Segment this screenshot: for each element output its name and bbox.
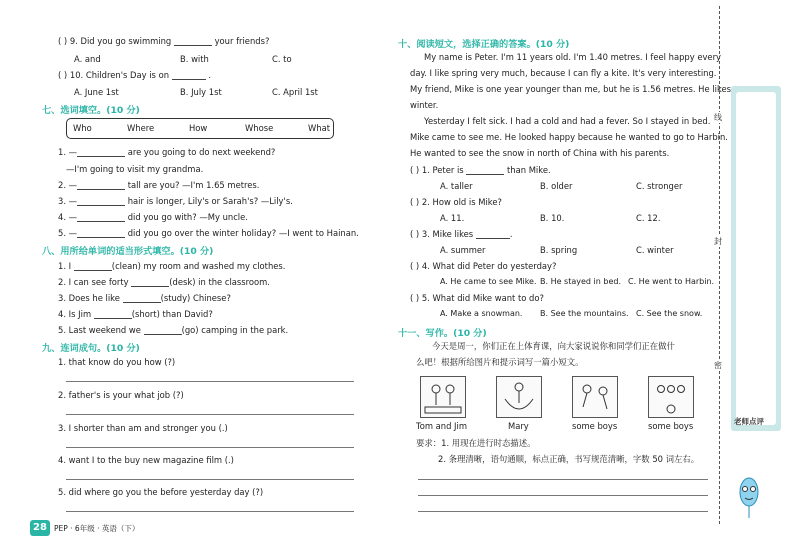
mascot-icon (734, 472, 764, 522)
writing-line[interactable] (418, 495, 708, 496)
sec8-item-1: 1. I (clean) my room and washed my clothes. (58, 261, 286, 271)
sec9-item-1: 1. that know do you how (?) (58, 357, 176, 367)
q10-option-c[interactable]: C. April 1st (272, 87, 318, 97)
q9-option-c[interactable]: C. to (272, 54, 292, 64)
caption-4: some boys (648, 421, 694, 431)
rq1: ( ) 1. Peter is than Mike. (410, 165, 551, 175)
rq5-option-c[interactable]: C. See the snow. (636, 309, 703, 318)
passage-line-5: Yesterday I felt sick. I had a cold and had a fever. So I stayed in bed. (424, 116, 711, 126)
rq2-option-c[interactable]: C. 12. (636, 213, 661, 223)
writing-requirement-2: 2. 条理清晰，语句通顺，标点正确，书写规范清晰，字数 50 词左右。 (438, 454, 700, 464)
q10: ( ) 10. Children's Day is on . (58, 70, 212, 80)
caption-2: Mary (508, 421, 529, 431)
rq1-option-a[interactable]: A. taller (440, 181, 473, 191)
answer-paren: ( ) (58, 70, 68, 80)
rq4-option-a[interactable]: A. He came to see Mike. (440, 277, 537, 286)
section-7-title: 七、选词填空。(10 分) (42, 105, 140, 116)
rq1-option-b[interactable]: B. older (540, 181, 573, 191)
word-bank (66, 118, 334, 139)
sec7-item-1-reply: —I'm going to visit my grandma. (66, 164, 204, 174)
blank[interactable] (172, 70, 206, 80)
q10-option-b[interactable]: B. July 1st (180, 87, 222, 97)
sec8-item-2: 2. I can see forty (desk) in the classroom. (58, 277, 270, 287)
picture-tom-and-jim (420, 376, 466, 418)
passage-line-1: My name is Peter. I'm 11 years old. I'm 1.40 metres. I feel happy every (424, 52, 721, 62)
caption-1: Tom and Jim (416, 421, 468, 431)
passage-line-7: He wanted to see the snow in north of China with his parents. (410, 148, 670, 158)
q9: ( ) 9. Did you go swimming your friends? (58, 36, 270, 46)
sec7-item-2: 2. — tall are you? —I'm 1.65 metres. (58, 180, 260, 190)
section-8-title: 八、用所给单词的适当形式填空。(10 分) (42, 246, 214, 257)
word-who: Who (73, 123, 92, 133)
rq1-option-c[interactable]: C. stronger (636, 181, 683, 191)
section-9-title: 九、连词成句。(10 分) (42, 343, 140, 354)
cut-line (719, 6, 720, 524)
rq3-option-a[interactable]: A. summer (440, 245, 486, 255)
sec9-item-5: 5. did where go you the before yesterday day (?) (58, 487, 264, 497)
passage-line-3: My friend, Mike is one year younger than me, but he is 1.56 metres. He likes (410, 84, 732, 94)
rq4: ( ) 4. What did Peter do yesterday? (410, 261, 557, 271)
rq5: ( ) 5. What did Mike want to do? (410, 293, 544, 303)
rq3: ( ) 3. Mike likes . (410, 229, 513, 239)
caption-3: some boys (572, 421, 618, 431)
answer-line[interactable] (66, 381, 354, 382)
rq2-option-b[interactable]: B. 10. (540, 213, 565, 223)
writing-requirement-1: 要求：1. 用现在进行时态描述。 (416, 438, 536, 448)
passage-line-2: day. I like spring very much, because I can fly a kite. It's very interesting. (410, 68, 717, 78)
rq3-option-b[interactable]: B. spring (540, 245, 578, 255)
football-icon (649, 377, 693, 417)
sec8-item-4: 4. Is Jim (short) than David? (58, 309, 213, 319)
cut-mark-3: 密 (714, 361, 722, 370)
sec9-item-2: 2. father's is your what job (?) (58, 390, 184, 400)
picture-some-boys-1 (572, 376, 618, 418)
sec7-item-5: 5. — did you go over the winter holiday? —I went to Hainan. (58, 228, 359, 238)
teacher-comment-area[interactable] (736, 92, 776, 425)
writing-intro-2: 么吧！根据所给图片和提示词写一篇小短文。 (416, 357, 584, 367)
passage-line-4: winter. (410, 100, 439, 110)
blank[interactable] (174, 36, 212, 46)
q10-option-a[interactable]: A. June 1st (74, 87, 119, 97)
picture-mary (496, 376, 542, 418)
rq2-option-a[interactable]: A. 11. (440, 213, 465, 223)
sec9-item-3: 3. I shorter than am and stronger you (.) (58, 423, 228, 433)
rq5-option-a[interactable]: A. Make a snowman. (440, 309, 523, 318)
cut-mark-2: 封 (714, 237, 722, 246)
sec8-item-3: 3. Does he like (study) Chinese? (58, 293, 231, 303)
picture-some-boys-2 (648, 376, 694, 418)
writing-intro-1: 今天是周一，你们正在上体育课，向大家说说你和同学们正在做什 (432, 341, 675, 351)
q9-option-b[interactable]: B. with (180, 54, 209, 64)
passage-line-6: Mike came to see me. He looked happy because he wanted to go to Harbin. (410, 132, 728, 142)
answer-line[interactable] (66, 447, 354, 448)
rq4-option-b[interactable]: B. He stayed in bed. (540, 277, 621, 286)
sec7-item-4: 4. — did you go with? —My uncle. (58, 212, 248, 222)
answer-line[interactable] (66, 511, 354, 512)
rq3-option-c[interactable]: C. winter (636, 245, 674, 255)
teacher-comment-panel (731, 86, 781, 431)
answer-line[interactable] (66, 479, 354, 480)
page-number: 28 (30, 520, 50, 536)
cut-mark-1: 线 (714, 113, 722, 122)
jump-rope-icon (497, 377, 541, 417)
word-where: Where (127, 123, 155, 133)
teacher-comment-label: 老师点评 (734, 417, 764, 426)
sec8-item-5: 5. Last weekend we (go) camping in the park. (58, 325, 289, 335)
writing-line[interactable] (418, 511, 708, 512)
rq2: ( ) 2. How old is Mike? (410, 197, 502, 207)
footer-label: PEP · 6年级 · 英语（下） (54, 524, 140, 533)
writing-line[interactable] (418, 479, 708, 480)
running-icon (573, 377, 617, 417)
section-11-title: 十一、写作。(10 分) (398, 328, 487, 339)
sec9-item-4: 4. want I to the buy new magazine film (.) (58, 455, 234, 465)
sec7-item-1: 1. — are you going to do next weekend? (58, 147, 276, 157)
rq5-option-b[interactable]: B. See the mountains. (540, 309, 629, 318)
answer-line[interactable] (66, 414, 354, 415)
answer-paren: ( ) (58, 36, 68, 46)
word-whose: Whose (245, 123, 274, 133)
section-10-title: 十、阅读短文，选择正确的答案。(10 分) (398, 39, 570, 50)
word-what: What (308, 123, 331, 133)
rq4-option-c[interactable]: C. He went to Harbin. (628, 277, 715, 286)
q9-option-a[interactable]: A. and (74, 54, 101, 64)
word-how: How (189, 123, 208, 133)
sec7-item-3: 3. — hair is longer, Lily's or Sarah's? —Lily's. (58, 196, 293, 206)
basketball-icon (421, 377, 465, 417)
